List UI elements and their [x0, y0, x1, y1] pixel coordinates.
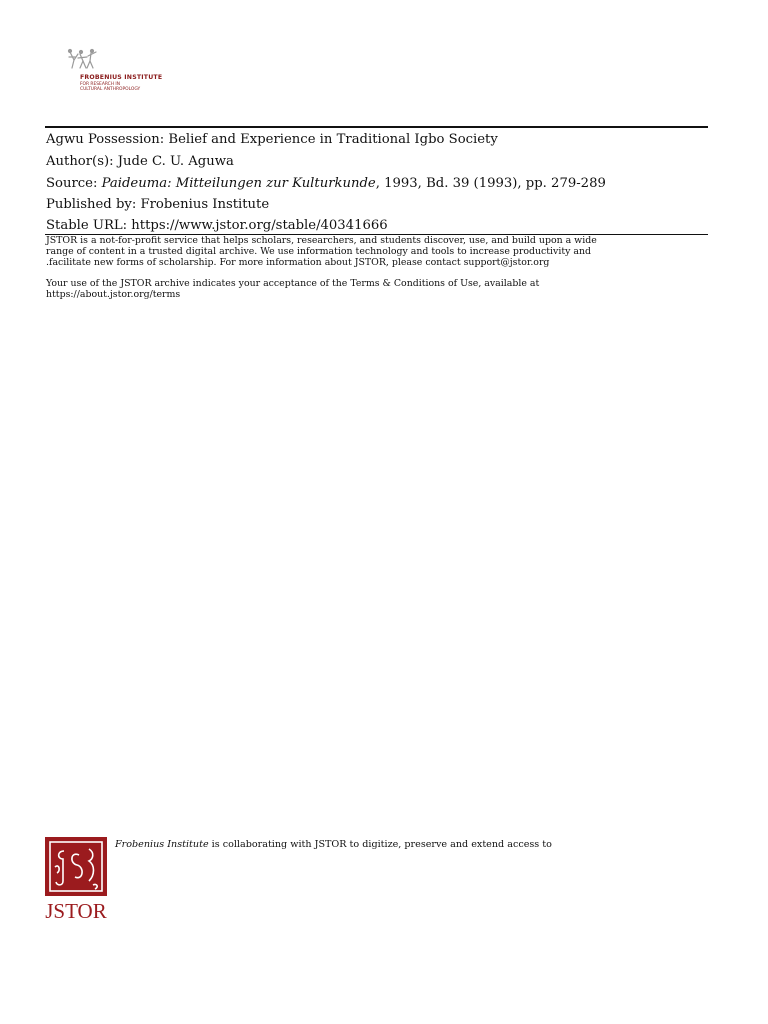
frobenius-figures-icon [66, 48, 100, 70]
frobenius-subtitle: FOR RESEARCH IN CULTURAL ANTHROPOLOGY [80, 82, 141, 93]
source-journal-title: Paideuma: Mitteilungen zur Kulturkunde [101, 176, 376, 191]
terms-notice: Your use of the JSTOR archive indicates your acceptance of the Terms & Conditions of Use, available at https://about.jstor.org/terms [46, 278, 706, 300]
jstor-logo-icon [45, 837, 107, 896]
jstor-wordmark: JSTOR [45, 899, 107, 923]
frobenius-logo [66, 48, 186, 98]
collaboration-statement: Frobenius Institute is collaborating with JSTOR to digitize, preserve and extend access to [115, 839, 552, 850]
institution-name: Frobenius Institute [115, 839, 209, 850]
contact-text: .facilitate new forms of scholarship. For more information about JSTOR, please contact support@jstor.org [46, 257, 550, 268]
frobenius-name: FROBENIUS INSTITUTE [80, 74, 163, 81]
top-rule [45, 126, 708, 128]
article-authors: Author(s): Jude C. U. Aguwa [46, 154, 234, 169]
jstor-notice: JSTOR is a not-for-profit service that helps scholars, researchers, and students discover, use, and build upon a wide range of content in a trusted digital archive. We use information technology and tools to increase productivity and .facilitate new forms of scholarship. For more information about JSTOR, please contact support@jstor.org [46, 235, 706, 268]
article-publisher: Published by: Frobenius Institute [46, 197, 270, 212]
stable-url-link[interactable]: Stable URL: https://www.jstor.org/stable/40341666 [46, 218, 388, 233]
article-source: Source: Paideuma: Mitteilungen zur Kulturkunde, 1993, Bd. 39 (1993), pp. 279-289 [46, 176, 606, 191]
terms-link[interactable]: https://about.jstor.org/terms [46, 289, 181, 300]
article-title: Agwu Possession: Belief and Experience in Traditional Igbo Society [46, 132, 498, 147]
